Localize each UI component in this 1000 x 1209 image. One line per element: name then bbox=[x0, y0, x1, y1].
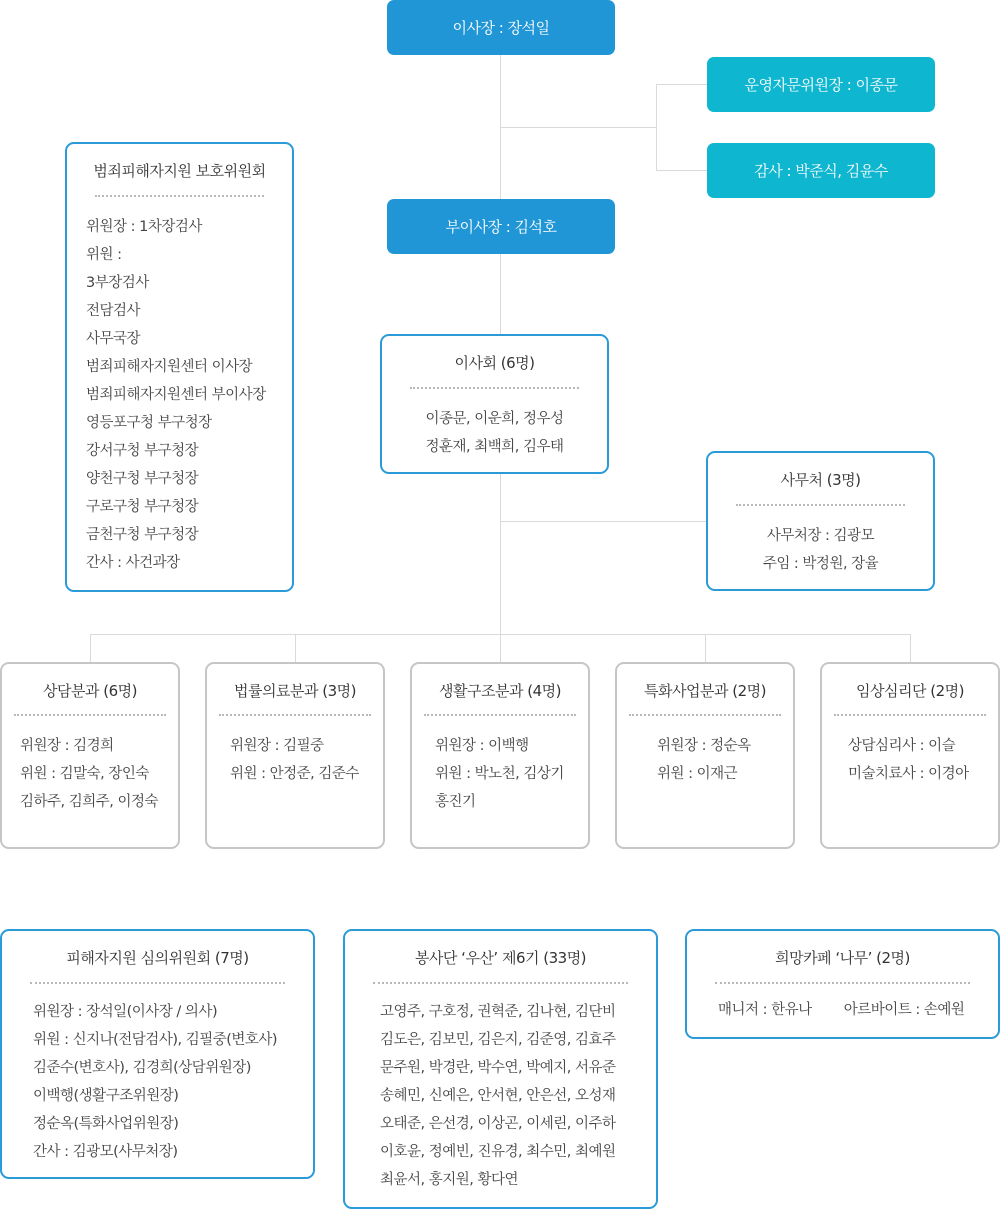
member-line: 송혜민, 신예은, 안서현, 안은선, 오성재 bbox=[380, 1088, 616, 1104]
member-line: 영등포구청 부구청장 bbox=[86, 415, 212, 431]
volunteer-group-title: 봉사단 ‘우산’ 제6기 (33명) bbox=[414, 949, 587, 967]
member-line: 상담심리사 : 이슬 bbox=[848, 738, 956, 754]
division-card-legal-medical bbox=[205, 662, 385, 849]
division-card-clinical-psychology bbox=[820, 662, 1000, 849]
connector-advisor-branch bbox=[500, 127, 656, 128]
connector-auditor bbox=[656, 170, 708, 171]
cafe-parttimer: 아르바이트 : 손예원 bbox=[843, 1002, 965, 1018]
division-title: 특화사업분과 (2명) bbox=[644, 682, 766, 700]
member-line: 범죄피해자지원센터 부이사장 bbox=[86, 387, 266, 403]
division-card-life-rescue bbox=[410, 662, 590, 849]
member-line: 김도은, 김보민, 김은지, 김준영, 김효주 bbox=[380, 1032, 616, 1048]
protection-committee-card bbox=[65, 142, 294, 592]
division-members bbox=[2, 716, 178, 816]
deliberation-committee-members bbox=[2, 984, 313, 1166]
connector-secretariat bbox=[500, 521, 708, 522]
advisor-box: 운영자문위원장 : 이종문 bbox=[707, 57, 935, 112]
member-line: 3부장검사 bbox=[86, 275, 149, 291]
cafe-manager: 매니저 : 한유나 bbox=[718, 1002, 812, 1018]
member-line: 위원장 : 김경희 bbox=[20, 738, 114, 754]
member-line: 강서구청 부구청장 bbox=[86, 443, 199, 459]
board-title: 이사회 (6명) bbox=[454, 354, 535, 372]
member-line: 이종문, 이운희, 정우성 bbox=[425, 411, 564, 427]
volunteer-group-members bbox=[345, 984, 656, 1194]
member-line: 위원장 : 1차장검사 bbox=[86, 219, 202, 235]
division-members bbox=[207, 716, 383, 788]
member-line: 위원장 : 장석일(이사장 / 의사) bbox=[33, 1004, 218, 1020]
connector-division-2 bbox=[295, 634, 296, 663]
vice-chairman-box: 부이사장 : 김석호 bbox=[387, 199, 615, 254]
division-title: 생활구조분과 (4명) bbox=[439, 682, 561, 700]
board-members bbox=[382, 389, 607, 461]
hope-cafe-card bbox=[685, 929, 1000, 1039]
secretariat-card bbox=[706, 451, 935, 591]
member-line: 최윤서, 홍지원, 황다연 bbox=[380, 1172, 518, 1188]
member-line: 위원 : 안정준, 김준수 bbox=[230, 766, 359, 782]
connector-division-1 bbox=[90, 634, 91, 663]
connector-right-vertical bbox=[656, 84, 657, 170]
member-line: 양천구청 부구청장 bbox=[86, 471, 199, 487]
member-line: 미술치료사 : 이경아 bbox=[848, 766, 969, 782]
member-line: 위원 : 신지나(전담검사), 김필중(변호사) bbox=[33, 1032, 278, 1048]
member-line: 이백행(생활구조위원장) bbox=[33, 1088, 179, 1104]
protection-committee-members bbox=[67, 197, 292, 577]
member-line: 위원 : bbox=[86, 247, 122, 263]
division-title: 상담분과 (6명) bbox=[43, 682, 137, 700]
member-line: 사무국장 bbox=[86, 331, 141, 347]
member-line: 사무처장 : 김광모 bbox=[766, 528, 875, 544]
member-line: 정훈재, 최백희, 김우태 bbox=[425, 439, 564, 455]
member-line: 주임 : 박정원, 장율 bbox=[762, 556, 879, 572]
division-members bbox=[617, 716, 793, 788]
member-line: 위원 : 이재근 bbox=[657, 766, 738, 782]
member-line: 고영주, 구호정, 권혁준, 김나현, 김단비 bbox=[380, 1004, 616, 1020]
member-line: 문주원, 박경란, 박수연, 박예지, 서유준 bbox=[380, 1060, 616, 1076]
member-line: 금천구청 부구청장 bbox=[86, 527, 199, 543]
deliberation-committee-card bbox=[0, 929, 315, 1179]
hope-cafe-title: 희망카페 ‘나무’ (2명) bbox=[775, 949, 910, 967]
division-title: 임상심리단 (2명) bbox=[856, 682, 964, 700]
member-line: 위원 : 박노천, 김상기 bbox=[435, 766, 564, 782]
member-line: 전담검사 bbox=[86, 303, 141, 319]
division-card-special-project bbox=[615, 662, 795, 849]
board-card bbox=[380, 334, 609, 474]
deliberation-committee-title: 피해자지원 심의위원회 (7명) bbox=[66, 949, 249, 967]
member-line: 위원장 : 김필중 bbox=[230, 738, 324, 754]
member-line: 위원 : 김말숙, 장인숙 bbox=[20, 766, 149, 782]
connector-division-3 bbox=[500, 634, 501, 663]
connector-advisor bbox=[656, 84, 708, 85]
member-line: 위원장 : 이백행 bbox=[435, 738, 529, 754]
member-line: 김준수(변호사), 김경희(상담위원장) bbox=[33, 1060, 251, 1076]
division-card-counseling bbox=[0, 662, 180, 849]
auditor-box: 감사 : 박준식, 김윤수 bbox=[707, 143, 935, 198]
member-line: 김하주, 김희주, 이정숙 bbox=[20, 794, 158, 810]
connector-division-5 bbox=[910, 634, 911, 663]
member-line: 위원장 : 정순옥 bbox=[657, 738, 751, 754]
member-line: 구로구청 부구청장 bbox=[86, 499, 199, 515]
secretariat-title: 사무처 (3명) bbox=[780, 471, 861, 489]
member-line: 정순옥(특화사업위원장) bbox=[33, 1116, 179, 1132]
protection-committee-title: 범죄피해자지원 보호위원회 bbox=[93, 162, 266, 180]
member-line: 간사 : 사건과장 bbox=[86, 555, 180, 571]
secretariat-members bbox=[708, 506, 933, 578]
division-members bbox=[822, 716, 998, 788]
member-line: 오태준, 은선경, 이상곤, 이세린, 이주하 bbox=[380, 1116, 616, 1132]
division-title: 법률의료분과 (3명) bbox=[234, 682, 356, 700]
member-line: 범죄피해자지원센터 이사장 bbox=[86, 359, 253, 375]
chairman-box: 이사장 : 장석일 bbox=[387, 0, 615, 55]
member-line: 이호윤, 정예빈, 진유경, 최수민, 최예원 bbox=[380, 1144, 616, 1160]
member-line: 홍진기 bbox=[435, 794, 476, 810]
connector-division-4 bbox=[705, 634, 706, 663]
division-members bbox=[412, 716, 588, 816]
volunteer-group-card bbox=[343, 929, 658, 1209]
member-line: 간사 : 김광모(사무처장) bbox=[33, 1144, 178, 1160]
